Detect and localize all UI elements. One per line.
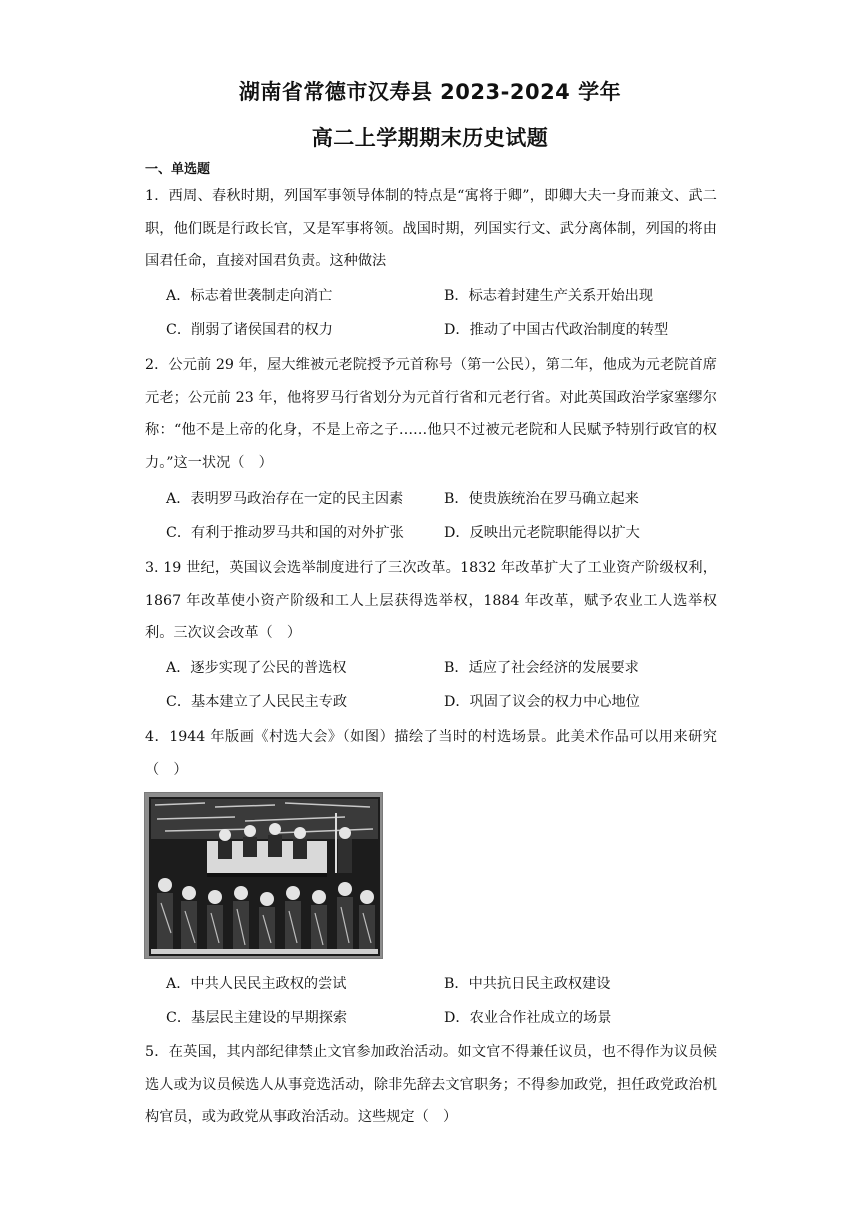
question-1-option-c[interactable]: C．削弱了诸侯国君的权力 xyxy=(166,322,333,338)
question-4-option-b[interactable]: B．中共抗日民主政权建设 xyxy=(444,976,611,992)
question-2-option-d[interactable]: D．反映出元老院职能得以扩大 xyxy=(444,525,640,541)
question-4-option-d[interactable]: D．农业合作社成立的场景 xyxy=(444,1010,612,1026)
question-2-option-b[interactable]: B．使贵族统治在罗马确立起来 xyxy=(444,491,639,507)
question-1-option-a[interactable]: A．标志着世袭制走向消亡 xyxy=(166,288,333,304)
question-4-option-c[interactable]: C．基层民主建设的早期探索 xyxy=(166,1010,348,1026)
question-2-stem: 2．公元前 29 年，屋大维被元老院授予元首称号（第一公民），第二年，他成为元老院首席元老；公元前 23 年，他将罗马行省划分为元首行省和元老行省。对此英国政治学家塞缪尔称：“他不是上帝的化身，不是上帝之子……他只不过被元老院和人民赋予特别行政官的权力。”这一状况（ ） xyxy=(145,357,717,471)
exam-title-line2: 高二上学期期末历史试题 xyxy=(311,126,549,150)
question-1-stem: 1．西周、春秋时期，列国军事领导体制的特点是“寓将于卿”，即卿大夫一身而兼文、武二职，他们既是行政长官，又是军事将领。战国时期，列国实行文、武分离体制，列国的将由国君任命，直接对国君负责。这种做法 xyxy=(145,188,717,269)
question-2-option-a[interactable]: A．表明罗马政治存在一定的民主因素 xyxy=(166,491,404,507)
question-5-stem: 5．在英国，其内部纪律禁止文官参加政治活动。如文官不得兼任议员，也不得作为议员候选人或为议员候选人从事竞选活动，除非先辞去文官职务；不得参加政党，担任政党政治机构官员，或为政党从事政治活动。这些规定（ ） xyxy=(145,1044,717,1125)
question-3-option-c[interactable]: C．基本建立了人民民主专政 xyxy=(166,694,348,710)
question-3-option-d[interactable]: D．巩固了议会的权力中心地位 xyxy=(444,694,640,710)
question-4-option-a[interactable]: A．中共人民民主政权的尝试 xyxy=(166,976,347,992)
woodcut-print-image xyxy=(144,792,383,959)
section-heading: 一、单选题 xyxy=(145,162,211,177)
question-1-option-d[interactable]: D．推动了中国古代政治制度的转型 xyxy=(444,322,669,338)
question-4-stem: 4．1944 年版画《村选大会》（如图）描绘了当时的村选场景。此美术作品可以用来研究（ ） xyxy=(145,729,717,778)
question-1-option-b[interactable]: B．标志着封建生产关系开始出现 xyxy=(444,288,654,304)
exam-title-line1: 湖南省常德市汉寿县 2023-2024 学年 xyxy=(238,80,622,104)
question-3-option-a[interactable]: A．逐步实现了公民的普选权 xyxy=(166,660,347,676)
question-3-option-b[interactable]: B．适应了社会经济的发展要求 xyxy=(444,660,639,676)
question-3-stem: 3. 19 世纪，英国议会选举制度进行了三次改革。1832 年改革扩大了工业资产阶级权利，1867 年改革使小资产阶级和工人上层获得选举权，1884 年改革，赋予农业工人选举权利。三次议会改革（ ） xyxy=(145,560,717,641)
question-2-option-c[interactable]: C．有利于推动罗马共和国的对外扩张 xyxy=(166,525,404,541)
